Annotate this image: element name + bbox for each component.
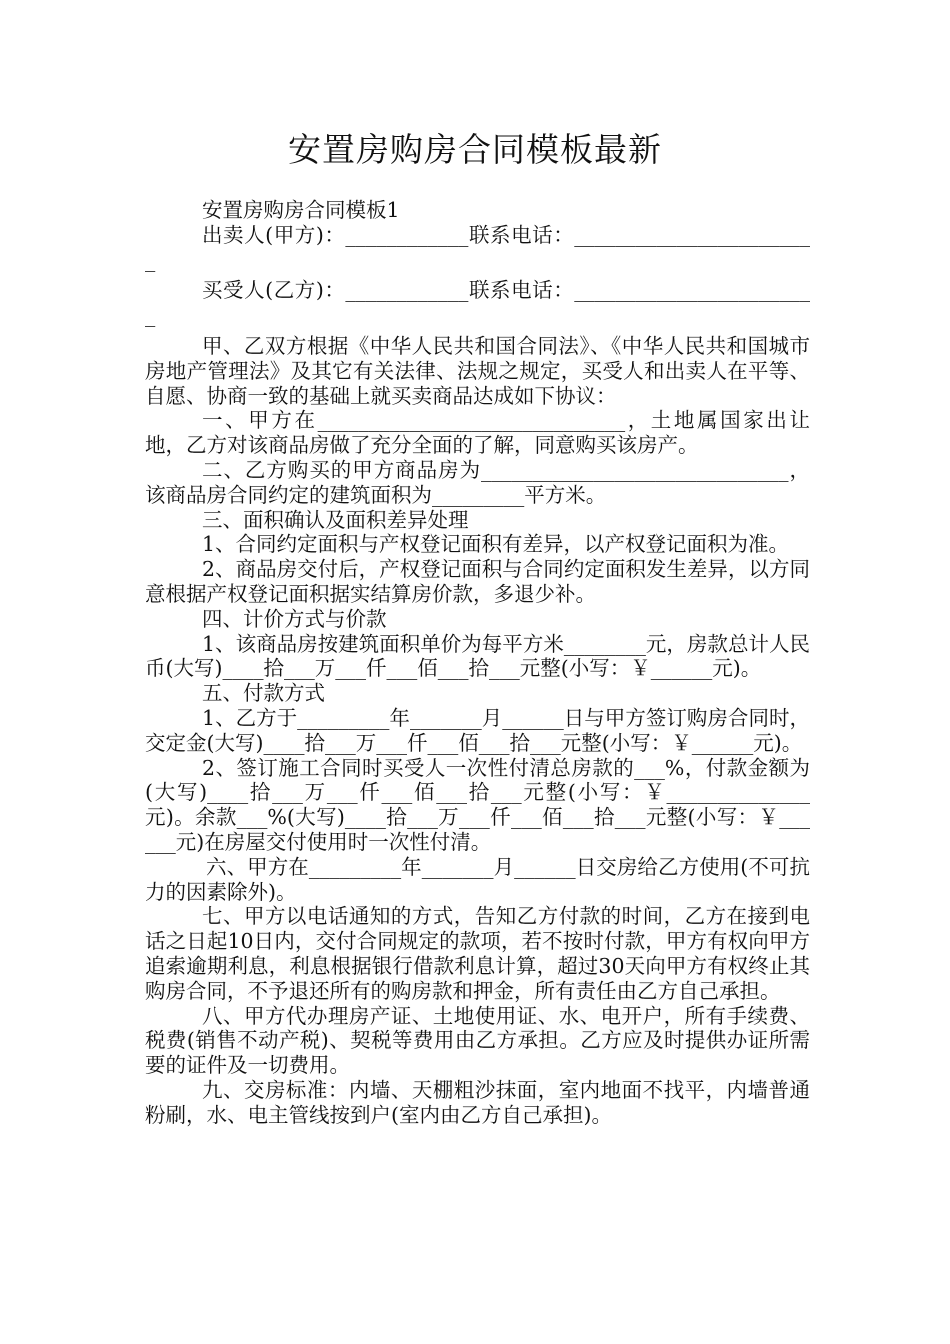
buyer-line: 买受人(乙方)：____________联系电话：________________________ (145, 278, 810, 328)
clause-5-heading: 五、付款方式 (202, 681, 325, 706)
seller-line: 出卖人(甲方)：____________联系电话：________________________ (145, 222, 810, 272)
preamble-paragraph: 甲、乙双方根据《中华人民共和国合同法》、《中华人民共和国城市房地产管理法》及其它有关法律、法规之规定，买受人和出卖人在平等、自愿、协商一致的基础上就买卖商品达成如下协议： (145, 333, 810, 408)
document-title: 安置房购房合同模板最新 (288, 130, 662, 169)
clause-3-item-1: 1、合同约定面积与产权登记面积有差异，以产权登记面积为准。 (202, 532, 790, 557)
clause-5-item-2: 2、签订施工合同时买受人一次性付清总房款的___%，付款金额为(大写)____拾___万___仟___佰___拾___元整(小写：￥______________元)。余款___%(大写)____拾___万___仟___佰___拾___元整(小写：￥______元)在房屋交付使用时一次性付清。 (145, 755, 810, 854)
clause-1: 一、甲方在______________________________，土地属国家出让地，乙方对该商品房做了充分全面的了解，同意购买该房产。 (145, 408, 810, 458)
contract-heading: 安置房购房合同模板1 (202, 198, 400, 222)
clause-5-item-1: 1、乙方于_________年_______月______日与甲方签订购房合同时，交定金(大写)____拾___万___仟___佰___拾___元整(小写：￥______元)。 (145, 705, 810, 755)
clause-8: 八、甲方代办理房产证、土地使用证、水、电开户，所有手续费、税费(销售不动产税)、契税等费用由乙方承担。乙方应及时提供办证所需要的证件及一切费用。 (145, 1003, 810, 1078)
clause-3-item-2: 2、商品房交付后，产权登记面积与合同约定面积发生差异，以方同意根据产权登记面积据实结算房价款，多退少补。 (145, 557, 810, 606)
clause-6: 六、甲方在_________年_______月______日交房给乙方使用(不可抗力的因素除外)。 (145, 854, 810, 904)
clause-4-heading: 四、计价方式与价款 (202, 606, 387, 631)
clause-4-item-1: 1、该商品房按建筑面积单价为每平方米________元，房款总计人民币(大写)____拾___万___仟___佰___拾___元整(小写：￥______元)。 (145, 631, 810, 681)
clause-9: 九、交房标准：内墙、天棚粗沙抹面，室内地面不找平，内墙普通粉刷，水、电主管线按到户(室内由乙方自己承担)。 (145, 1077, 810, 1127)
clause-2: 二、乙方购买的甲方商品房为______________________________，该商品房合同约定的建筑面积为_________平方米。 (145, 457, 810, 507)
document-body (145, 198, 810, 1127)
clause-7: 七、甲方以电话通知的方式，告知乙方付款的时间，乙方在接到电话之日起10日内，交付合同规定的款项，若不按时付款，甲方有权向甲方追索逾期利息，利息根据银行借款利息计算，超过30天向甲方有权终止其购房合同，不予退还所有的购房款和押金，所有责任由乙方自己承担。 (145, 904, 810, 1003)
clause-3-heading: 三、面积确认及面积差异处理 (202, 507, 469, 532)
